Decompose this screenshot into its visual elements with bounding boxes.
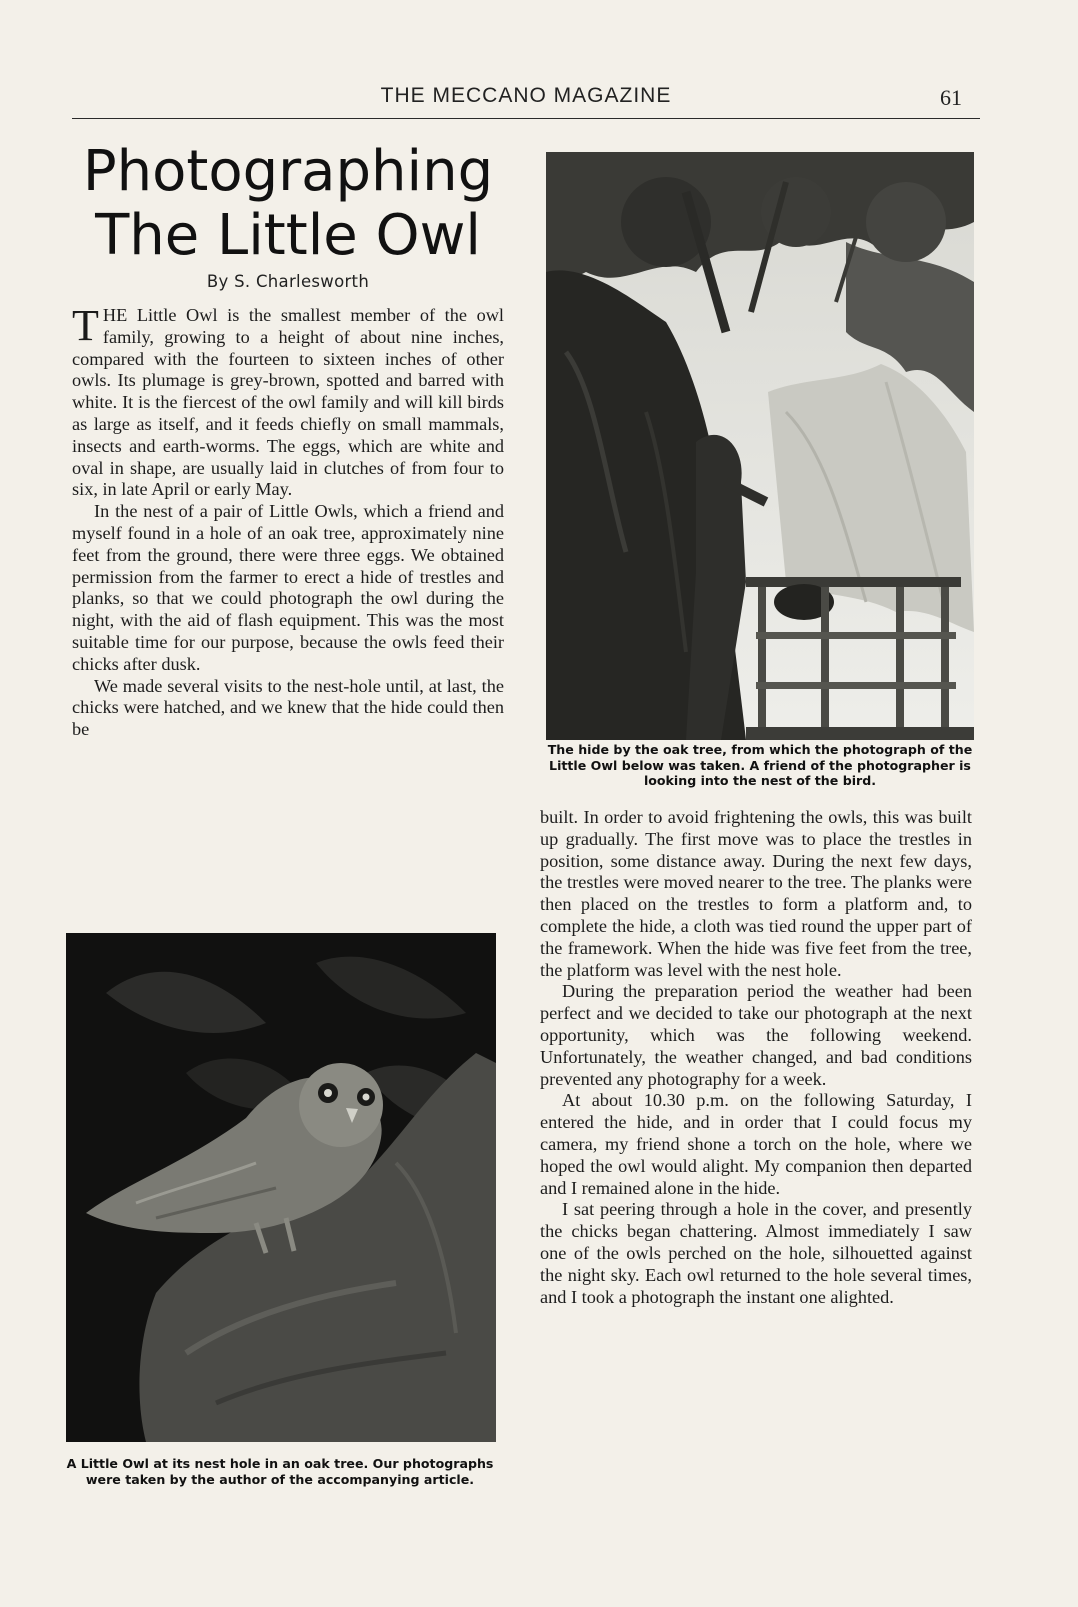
- byline: By S. Charlesworth: [206, 272, 370, 291]
- hide-photograph-illustration: [546, 152, 974, 740]
- owl-photo-caption: A Little Owl at its nest hole in an oak tree. Our photographs were taken by the author of the accompanying article.: [66, 1456, 494, 1487]
- paragraph: At about 10.30 p.m. on the following Saturday, I entered the hide, and in order that I could focus my camera, my friend shone a torch on the hole, where we hoped the owl would alight. My companion then departed and I remained alone in the hide.: [540, 1090, 972, 1198]
- article-title: [72, 140, 504, 268]
- owl-photograph-illustration: [66, 933, 496, 1442]
- right-column-text: [540, 807, 972, 1308]
- hide-photo-caption: The hide by the oak tree, from which the photograph of the Little Owl below was taken. A friend of the photographer is looking into the nest of the bird.: [547, 742, 973, 788]
- running-header: [72, 84, 980, 119]
- paragraph: [72, 301, 504, 501]
- magazine-title: THE MECCANO MAGAZINE: [380, 84, 672, 107]
- paragraph: During the preparation period the weather had been perfect and we decided to take our photograph at the next opportunity, which was the following weekend. Unfortunately, the weather changed, and bad conditions prevented any photography for a week.: [540, 981, 972, 1089]
- paragraph: In the nest of a pair of Little Owls, which a friend and myself found in a hole of an oak tree, approximately nine feet from the ground, there were three eggs. We obtained permission from the farmer to erect a hide of trestles and planks, so that we could photograph the owl during the night, with the aid of flash equipment. This was the most suitable time for our purpose, because the owls feed their chicks after dusk.: [72, 501, 504, 674]
- paragraph: built. In order to avoid frightening the owls, this was built up gradually. The first move was to place the trestles in position, some distance away. During the next few days, the trestles were moved nearer to the tree. The planks were then placed on the trestles to form a platform and, to complete the hide, a cloth was tied round the upper part of the framework. When the hide was five feet from the tree, the platform was level with the nest hole.: [540, 807, 972, 980]
- drop-cap: T: [72, 301, 99, 350]
- page-number: 61: [940, 85, 962, 110]
- paragraph: I sat peering through a hole in the cover, and presently the chicks began chattering. Almost immediately I saw one of the owls perched on the hole, silhouetted against the night sky. Each owl returned to the hole several times, and I took a photograph the instant one alighted.: [540, 1199, 972, 1307]
- hide-photograph: [546, 152, 974, 740]
- owl-photograph: [66, 933, 496, 1442]
- paragraph: We made several visits to the nest-hole until, at last, the chicks were hatched, and we knew that the hide could then be: [72, 675, 504, 740]
- article-title-line2: The Little Owl: [95, 203, 481, 268]
- left-column-text: [72, 301, 504, 741]
- paragraph-text: HE Little Owl is the smallest member of the owl family, growing to a height of about nine inches, compared with the fourteen to sixteen inches of other owls. Its plumage is grey-brown, spotted and barred with white. It is the fiercest of the owl family and will kill birds as large as itself, and it feeds chiefly on small mammals, insects and earth-worms. The eggs, which are white and oval in shape, are usually laid in clutches of from four to six, in late April or early May.: [72, 305, 504, 500]
- article-title-line1: Photographing: [82, 139, 494, 204]
